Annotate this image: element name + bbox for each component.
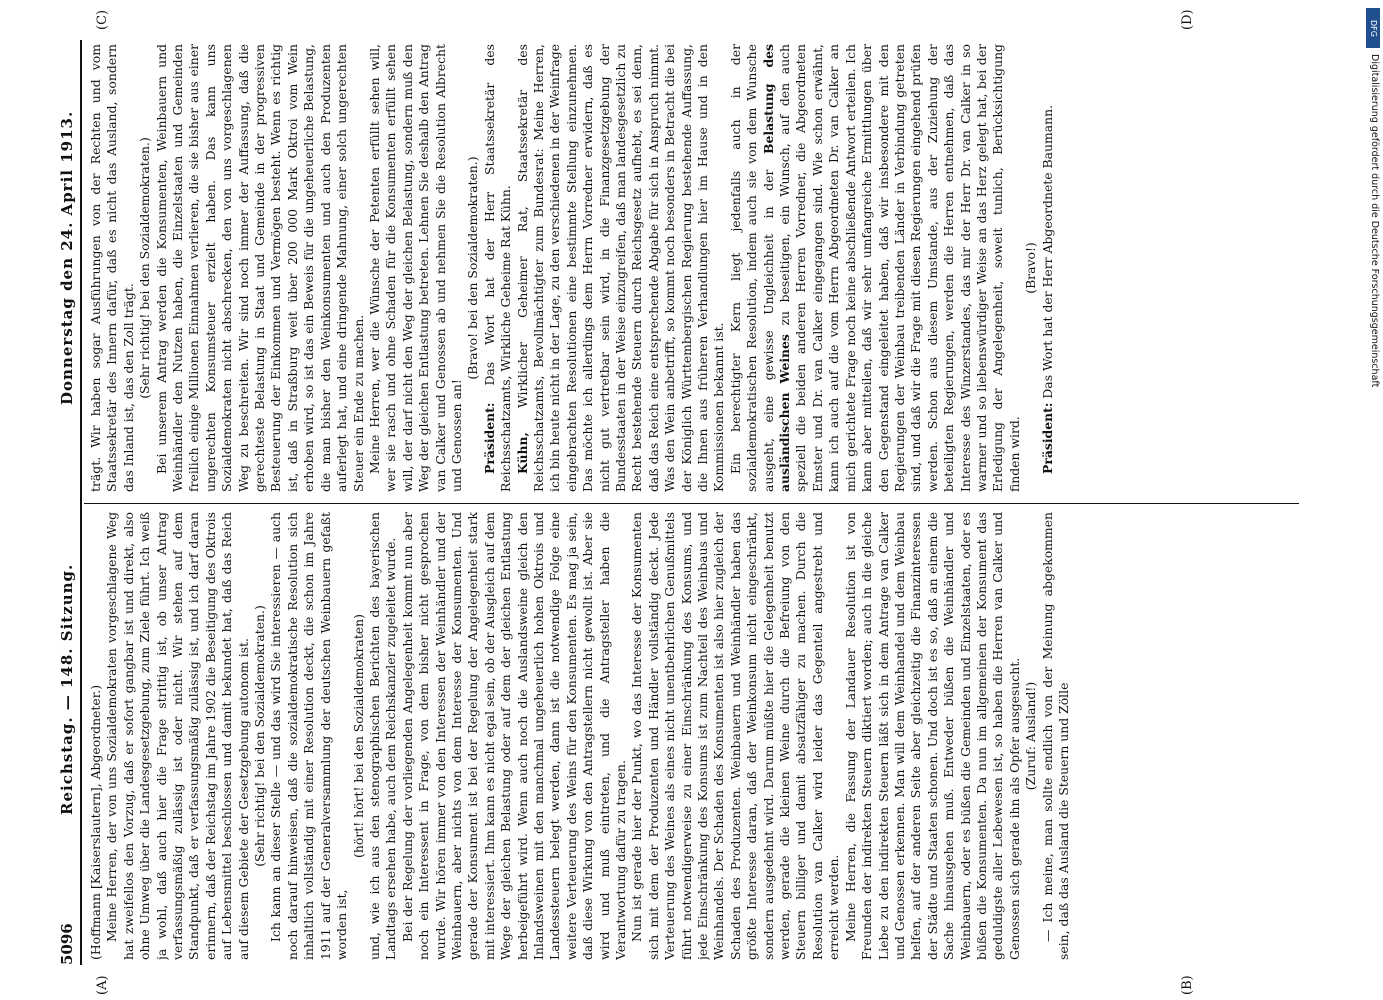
- interjection: (Bravo! bei den Sozialdemokraten.): [465, 156, 481, 380]
- interjection: (hört! hört! bei den Sozialdemokraten): [350, 614, 366, 858]
- session-title: Reichstag. — 148. Sitzung.: [58, 563, 76, 815]
- header-rule: [80, 40, 82, 965]
- minister-statement: [515, 44, 728, 492]
- statement-text: Das Wort hat der Herr Abgeordnete Baumann.: [1039, 104, 1055, 399]
- statement-text: Wirklicher Geheimer Rat, Staatssekretär des Reichsschatzamts, Bevollmächtigter zum Bundesrat: Meine Herren, ich bin heute nicht in der Lage, zu den verschiedenen in der Weinfrage eingebrachten Resolutionen eine bestimmte Stellung einzunehmen. Das möchte ich allerdings dem Herrn Vorredner erwidern, daß es nicht gut vertretbar sein wird, in die Finanzgesetzgebung der Bundesstaaten in der Weise einzugreifen, daß man landesgesetzlich zu Recht bestehende Steuern durch Reichsgesetz aufhebt, es sei denn, daß das Reich eine entsprechende Abgabe für sich in Anspruch nimmt. Was den Wein anbetrifft, so kommt noch besonders in Betracht die bei der Königlich Württembergischen Regierung bestehende Auffassung, die Ihnen aus früheren Verhandlungen hier im Hause und in den Kommissionen bekannt ist.: [514, 44, 727, 492]
- interjection: (Sehr richtig! bei den Sozialdemokraten.): [252, 605, 268, 867]
- president-statement: [482, 44, 515, 492]
- statement-text: Das Wort hat der Herr Staatssekretär des Reichsschatzamts, Wirkliche Geheime Rat Kühn.: [481, 44, 514, 492]
- paragraph: und, wie ich aus den stenographischen Berichten des bayerischen Landtags ersehen habe, auch dem Reichskanzler zugeleitet wurde.: [366, 512, 399, 960]
- interjection: (Bravo!): [1023, 242, 1039, 294]
- interjection: (Zuruf: Ausland!): [1023, 681, 1039, 791]
- paragraph: Bei unserem Antrag werden die Konsumenten, Weinbauern und Weinhändler den Nutzen haben, die Einzelstaaten und Gemeinden freilich einige Millionen Einnahmen verlieren, die sie bisher aus einer ungerechten Konsumsteuer erzielt haben. Das kann uns Sozialdemokraten nicht abschrecken, den von uns vorgeschlagenen Weg zu beschreiten. Wir sind noch immer der Auffassung, daß die gerechteste Belastung in Staat und Gemeinde in der progressiven Besteuerung der Einkommen und Vermögen besteht. Wenn es richtig ist, daß in Straßburg weit über 200 000 Mark Oktroi vom Wein erhoben wird, so ist das ein Beweis für die ungeheuerliche Belastung, die man bisher den Weinkonsumenten und auch den Produzenten auferlegt hat, und eine dringende Mahnung, einer solch ungerechten Steuer ein Ende zu machen.: [153, 44, 366, 492]
- column-divider: [84, 503, 1299, 504]
- paragraph: Meine Herren, die Fassung der Landauer Resolution ist von Freunden der indirekten Steuern diktiert worden; auch in die gleiche Liebe zu den indirekten Steuern läßt sich in dem Antrage van Calker und Genossen erkennen. Man will dem Weinhandel und dem Weinbau helfen, auf der anderen Seite aber gleichzeitig die Finanzinteressen der Städte und Staaten schonen. Und doch ist es so, daß an einem die Sache hinausgehen muß. Entweder büßen die Weinhändler und Weinbauern, oder es büßen die Gemeinden und Einzelstaaten, oder es büßen die Konsumenten. Da nun im allgemeinen der Konsument das geduldigste aller Lebewesen ist, so haben die Herren van Calker und Genossen sich gerade ihn als Opfer ausgesucht.: [842, 512, 1022, 960]
- speaker-label: Kühn,: [514, 432, 530, 474]
- paragraph: Ich kann an dieser Stelle — und das wird Sie interessieren — auch noch darauf hinweisen, daß die sozialdemokratische Resolution sich inhaltlich vollständig mit einer Resolution deckt, die schon im Jahre 1911 auf der Generalversammlung der deutschen Weinbauern gefaßt worden ist,: [268, 512, 350, 960]
- digitization-credit: Digitalisierung gefördert durch die Deutsche Forschungsgemeinschaft: [1369, 54, 1380, 388]
- interjection: (Sehr richtig! bei den Sozialdemokraten.): [137, 137, 153, 399]
- right-column: [88, 44, 1298, 492]
- margin-mark-c: (C): [95, 9, 110, 30]
- margin-mark-d: (D): [1180, 9, 1195, 30]
- paragraph: Meine Herren, wer die Wünsche der Petenten erfüllt sehen will, wer sie rasch und ohne Schaden für die Konsumenten erfüllt sehen will, der darf nicht den Weg der gleichen Belastung, sondern muß den Weg der gleichen Entlastung betreten. Lehnen Sie deshalb den Antrag van Calker und Genossen ab und nehmen Sie die Resolution Albrecht und Genossen an!: [366, 44, 464, 492]
- paragraph: — Ich meine, man sollte endlich von der Meinung abgekommen sein, daß das Ausland die Steuern und Zölle: [1039, 512, 1071, 960]
- paragraph: Bei der Regelung der vorliegenden Angelegenheit kommt nun aber noch ein Interessent in Frage, von dem bisher nicht gesprochen wurde. Wir hören immer von den Interessen der Weinhändler und der Weinbauern, aber nichts von dem Interesse der Konsumenten. Und gerade der Konsument ist bei der Regelung der Angelegenheit stark mit interessiert. Ihm kann es nicht egal sein, ob der Ausgleich auf dem Wege der gleichen Belastung oder auf dem der gleichen Entlastung herbeigeführt wird. Wenn auch noch die Auslandsweine gleich den Inlandsweinen mit den manchmal ungeheuerlich hohen Oktrois und Landessteuern belegt werden, dann ist die notwendige Folge eine weitere Verteuerung des Weins für den Konsumenten. Es mag ja sein, daß diese Wirkung von den Antragstellern nicht gewollt ist. Aber sie wird und muß eintreten, und die Antragsteller haben die Verantwortung dafür zu tragen.: [399, 512, 628, 960]
- paragraph: trägt. Wir haben sogar Ausführungen von der Rechten und vom Staatssekretär des Innern dafür, daß es nicht das Ausland, sondern das Inland ist, das den Zoll trägt.: [88, 44, 136, 492]
- paragraph: Ein berechtigter Kern liegt jedenfalls auch in der sozialdemokratischen Resolution, indem auch sie von dem Wunsche ausgeht, eine gewisse Ungleichheit in der Belastung des ausländischen Weines zu beseitigen, ein Wunsch, auf den auch speziell die beiden anderen Herren Vorredner, die Abgeordneten Emster und Dr. van Calker eingegangen sind. Wie schon erwähnt, kann ich auch auf die vom Herrn Abgeordneten Dr. van Calker an mich gerichtete Frage noch keine abschließende Antwort erteilen. Ich kann aber mitteilen, daß wir sehr umfangreiche Ermittlungen über den Gegenstand eingeleitet haben, daß wir insbesondere mit den Regierungen der Weinbau treibenden Länder in Verbindung getreten sind, und daß wir die Frage mit diesen Regierungen eingehend prüfen werden. Schon aus diesem Umstande, aus der Zuziehung der beteiligten Regierungen, werden die Herren entnehmen, daß das Interesse des Winzerstandes, das mir der Herr Dr. van Calker in so warmer und so liebenswürdiger Weise an das Herz gelegt hat, bei der Erledigung der Angelegenheit, soweit tunlich, Berücksichtigung finden wird.: [727, 44, 1022, 492]
- margin-mark-a: (A): [95, 975, 110, 995]
- dfg-logo: DFG: [1366, 8, 1380, 48]
- page-number: 5096: [58, 923, 76, 965]
- speaker-label: Präsident:: [481, 402, 497, 474]
- session-date: Donnerstag den 24. April 1913.: [58, 110, 76, 405]
- paragraph: Meine Herren, der von uns Sozialdemokraten vorgeschlagene Weg hat zweifellos den Vorzug, daß er sofort gangbar ist und direkt, also ohne Umweg über die Landesgesetzgebung, zum Ziele führt. Ich weiß ja wohl, daß auch hier die Frage strittig ist, ob unser Antrag verfassungsmäßig zulässig ist oder nicht. Wir stehen auf dem Standpunkt, daß er verfassungsmäßig zulässig ist, und ich darf daran erinnern, daß der Reichstag im Jahre 1902 die Beseitigung des Oktrois auf Lebensmittel beschlossen und damit bekundet hat, daß das Reich auf diesem Gebiete der Gesetzgebung autonom ist.: [104, 512, 251, 960]
- president-statement: [1040, 44, 1056, 492]
- margin-mark-b: (B): [1180, 975, 1195, 995]
- paragraph: Nun ist gerade hier der Punkt, wo das Interesse der Konsumenten sich mit dem der Produzenten und Händler vollständig deckt. Jede Verteuerung des Weines als eines nicht unentbehrlichen Genußmittels führt notwendigerweise zu einer Einschränkung des Konsums, und jede Einschränkung des Konsums ist zum Nachteil des Weinbaus und Weinhandels. Der Schaden des Konsumenten ist also hier zugleich der Schaden des Produzenten. Weinbauern und Weinhändler haben das größte Interesse daran, daß der Weinkonsum nicht eingeschränkt, sondern ausgedehnt wird. Darum müßte hier die Gelegenheit benutzt werden, gerade die kleinen Weine durch die Befreiung von den Steuern billiger und damit absatzfähiger zu machen. Durch die Resolution van Calker wird leider das Gegenteil angestrebt und erreicht werden.: [629, 512, 842, 960]
- left-column: [88, 512, 1298, 960]
- speaker-intro: (Hoffmann [Kaiserslautern], Abgeordneter.): [88, 684, 103, 960]
- emphasized-phrase: Belastung des ausländischen Weines: [760, 44, 793, 492]
- speaker-label: Präsident:: [1039, 402, 1055, 474]
- page-header: [58, 45, 82, 965]
